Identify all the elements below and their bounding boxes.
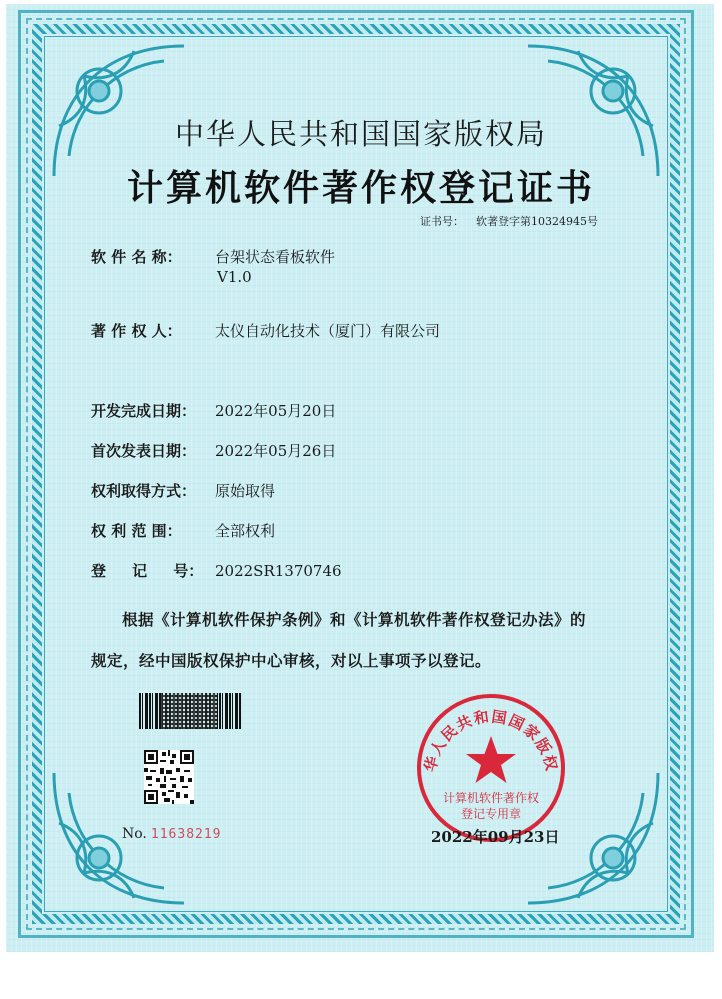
registration-number-row (91, 560, 342, 581)
publish-date-value: 2022年05月26日 (215, 442, 337, 460)
seal-ring-text: 华人民共和国国家版权 (421, 707, 561, 774)
rights-scope-value: 全部权利 (215, 522, 276, 540)
owner-value: 太仪自动化技术（厦门）有限公司 (215, 322, 441, 340)
issuer-title: 中华人民共和国国家版权局 (174, 117, 547, 151)
seal-inner-line-2: 登记专用章 (460, 807, 522, 821)
statement-line-1: 根据《计算机软件保护条例》和《计算机软件著作权登记办法》的 (122, 610, 587, 629)
qr-code (144, 750, 194, 804)
publish-date-row (91, 440, 336, 461)
seal-inner-line-1: 计算机软件著作权 (442, 791, 540, 805)
issue-date: 2022年09月23日 (431, 828, 560, 846)
owner-label: 著 作 权 人： (91, 322, 182, 340)
official-seal (413, 690, 569, 846)
acquire-method-value: 原始取得 (215, 482, 276, 500)
certificate-title: 计算机软件著作权登记证书 (126, 167, 595, 209)
barcode-2d-segment (161, 693, 217, 729)
certificate-number (420, 213, 598, 229)
serial-prefix: No. (122, 826, 147, 842)
statement-line-2: 规定，经中国版权保护中心审核，对以上事项予以登记。 (91, 651, 492, 670)
registration-number-value: 2022SR1370746 (215, 562, 342, 580)
owner-row (91, 320, 440, 341)
software-name-value: 台架状态看板软件 (215, 248, 336, 266)
completion-date-row (91, 400, 336, 421)
software-version-value: V1.0 (217, 268, 252, 286)
barcode (139, 693, 242, 729)
seal-star-icon (466, 736, 516, 783)
certificate-number-label: 证书号： (420, 215, 464, 228)
acquire-method-label: 权利取得方式： (91, 482, 197, 500)
rights-scope-row (91, 520, 275, 541)
rights-scope-label: 权 利 范 围： (91, 522, 182, 540)
completion-date-value: 2022年05月20日 (215, 402, 337, 420)
registration-number-label: 登 记 号： (91, 562, 204, 580)
completion-date-label: 开发完成日期： (91, 402, 197, 420)
acquire-method-row (91, 480, 275, 501)
software-name-row (91, 246, 335, 267)
certificate-number-value: 软著登字第10324945号 (476, 215, 598, 228)
publish-date-label: 首次发表日期： (91, 442, 197, 460)
serial-number (122, 826, 222, 842)
serial-number-value: 11638219 (150, 827, 222, 842)
software-name-label: 软 件 名 称： (91, 248, 182, 266)
